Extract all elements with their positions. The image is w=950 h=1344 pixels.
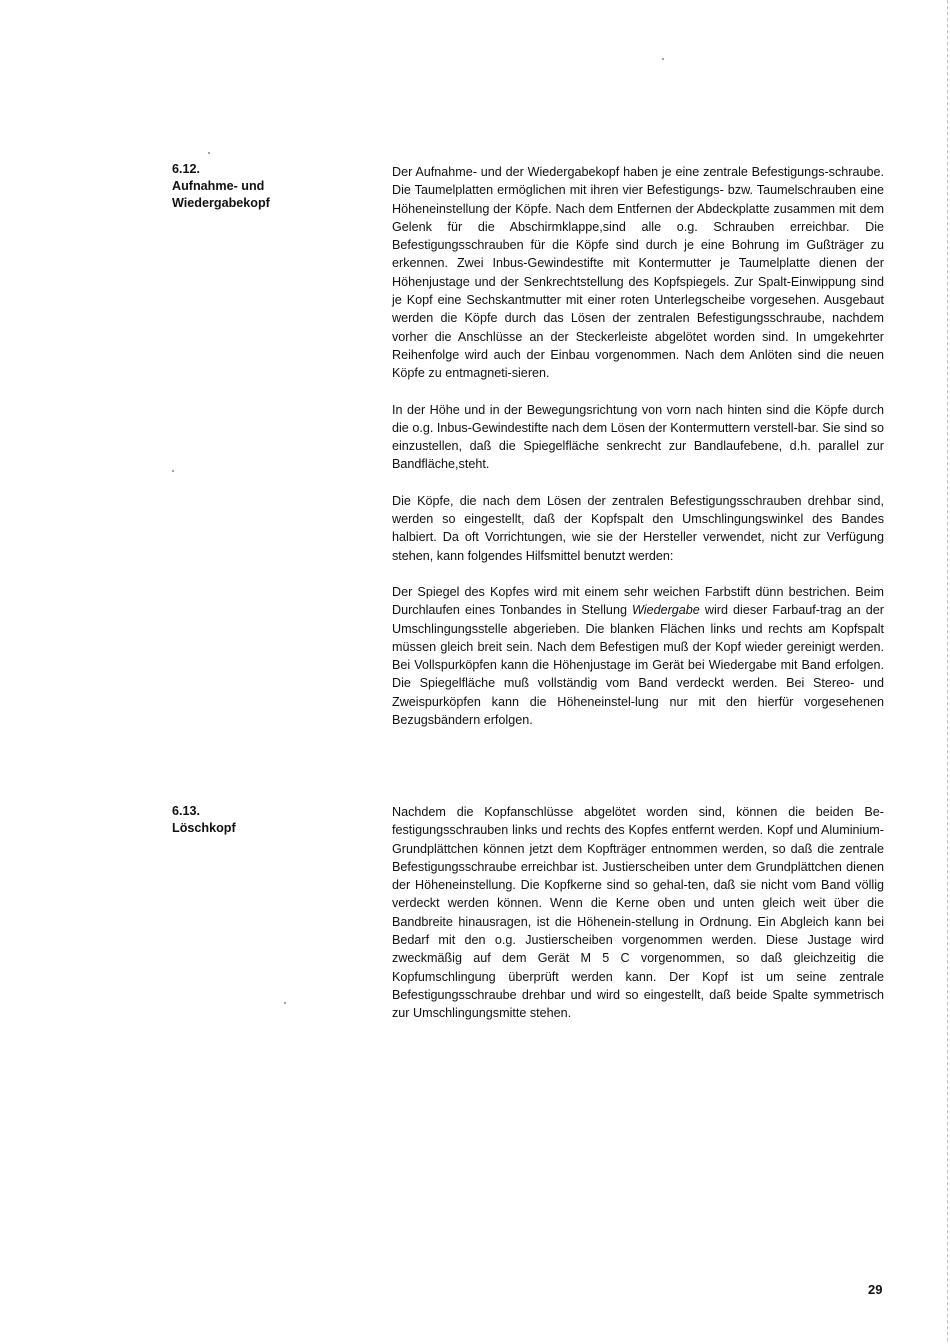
scan-speck xyxy=(172,470,174,472)
section-heading xyxy=(172,161,302,212)
emphasis-text: Wiedergabe xyxy=(632,603,700,618)
paragraph: In der Höhe und in der Bewegungsrichtung von vorn nach hinten sind die Köpfe durch die o.g. Inbus-Gewindestifte nach dem Lösen der Kontermuttern verstell-bar. Sie sind so einzustellen, daß die Spiegelfläche senkrecht zur Bandlaufebene, d.h. parallel zur Bandfläche,steht. xyxy=(392,402,884,472)
paragraph-text: wird dieser Farbauf-trag an der Umschlingungsstelle abgerieben. Die blanken Flächen links und rechts am Kopfspalt müssen gleich breit sein. Nach dem Befestigen muß der Kopf wieder gereinigt werden. Bei Vollspurköpfen kann die Höhenjustage im Gerät bei Wiedergabe mit Band erfolgen. Die Spiegelfläche muß vollständig vom Band verdeckt werden. Bei Stereo- und Zweispurköpfen kann die Höheneinstel-lung nur mit den hierfür vorgesehenen Bezugsbändern erfolgen. xyxy=(392,603,884,728)
paragraph: Der Aufnahme- und der Wiedergabekopf haben je eine zentrale Befestigungs-schraube. Die Taumelplatten ermöglichen mit ihren vier Befestigungs- bzw. Taumelschrauben eine Höheneinstellung der Köpfe. Nach dem Entfernen der Abdeckplatte zusammen mit dem Gelenk für die Abschirmklappe,sind alle o.g. Schrauben erreichbar. Die Befestigungsschrauben für die Köpfe sind durch je eine Bohrung im Gußträger zu erkennen. Zwei Inbus-Gewindestifte mit Kontermutter je Taumelplatte dienen der Höhenjustage und der Senkrechtstellung des Kopfspiegels. Zur Spalt-Einwippung sind je Kopf eine Sechskantmutter mit einer roten Unterlegscheibe vorgesehen. Ausgebaut werden die Köpfe durch das Lösen der zentralen Befestigungsschraube, nachdem vorher die Anschlüsse an der Steckerleiste abgelötet worden sind. In umgekehrter Reihenfolge wird auch der Einbau vorgenommen. Nach dem Anlöten sind die neuen Köpfe zu entmagneti-sieren. xyxy=(392,165,884,381)
section-title-line: Wiedergabekopf xyxy=(172,196,270,210)
scan-speck xyxy=(662,58,664,60)
section-body xyxy=(392,163,884,747)
section-number: 6.13. xyxy=(172,804,201,818)
paragraph xyxy=(392,583,884,729)
scan-speck xyxy=(284,1002,286,1004)
paragraph: Nachdem die Kopfanschlüsse abgelötet worden sind, können die beiden Be-festigungsschrauben links und rechts des Kopfes entfernt werden. Kopf und Aluminium-Grundplättchen können jetzt dem Kopfträger entnommen werden, so daß die zentrale Befestigungsschraube erreichbar ist. Justierscheiben unter dem Grundplättchen dienen der Höheneinstellung. Die Kopfkerne sind so gehal-ten, daß sie nicht vom Band völlig verdeckt werden können. Wenn die Kerne oben und unten gleich weit über die Bandbreite hinausragen, ist die Höhenein-stellung in Ordnung. Ein Abgleich kann bei Bedarf mit den o.g. Justierscheiben vorgenommen werden. Diese Justage wird zweckmäßig auf dem Gerät M 5 C vorgenommen, so daß gleichzeitig die Kopfumschlingung überprüft werden kann. Der Kopf ist um seine zentrale Befestigungsschraube drehbar und wird so eingestellt, daß beide Spalte symmetrisch zur Umschlingungsmitte stehen. xyxy=(392,805,884,1021)
paragraph-text: Der Spiegel des Kopfes wird mit einem sehr weichen Farbstift dünn bestrichen. Beim Durchlaufen eines Tonbandes in Stellung xyxy=(392,584,884,618)
section-title-line: Aufnahme- und xyxy=(172,179,265,193)
section-number: 6.12. xyxy=(172,162,201,176)
section-title-line: Löschkopf xyxy=(172,821,236,835)
scan-edge xyxy=(947,0,948,1344)
paragraph: Die Köpfe, die nach dem Lösen der zentralen Befestigungsschrauben drehbar sind, werden so eingestellt, daß der Kopfspalt den Umschlingungswinkel des Bandes halbiert. Da oft Vorrichtungen, wie sie der Hersteller verwendet, nicht zur Verfügung stehen, kann folgendes Hilfsmittel benutzt werden: xyxy=(392,493,884,563)
scan-speck xyxy=(208,152,210,154)
section-heading xyxy=(172,803,302,837)
section-body xyxy=(392,803,884,1041)
page-number: 29 xyxy=(868,1282,883,1297)
